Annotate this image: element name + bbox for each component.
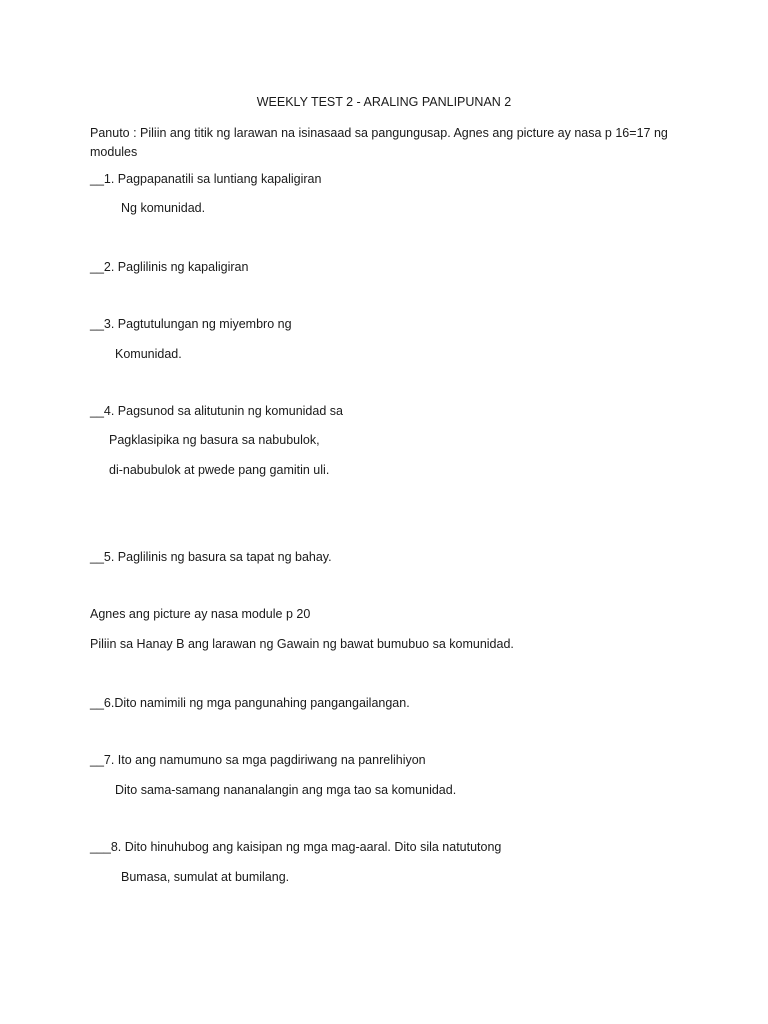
question-2-line-1: __2. Paglilinis ng kapaligiran bbox=[90, 260, 249, 274]
question-7-line-1: __7. Ito ang namumuno sa mga pagdiriwang na panrelihiyon bbox=[90, 753, 426, 767]
question-8-line-2: Bumasa, sumulat at bumilang. bbox=[121, 870, 290, 884]
section-2-instruction: Piliin sa Hanay B ang larawan ng Gawain ng bawat bumubuo sa komunidad. bbox=[90, 637, 514, 651]
page-title: WEEKLY TEST 2 - ARALING PANLIPUNAN 2 bbox=[256, 95, 512, 109]
question-6-line-1: __6.Dito namimili ng mga pangunahing pangangailangan. bbox=[90, 696, 410, 710]
question-5-line-1: __5. Paglilinis ng basura sa tapat ng bahay. bbox=[90, 550, 332, 564]
question-4-line-2: Pagklasipika ng basura sa nabubulok, bbox=[109, 433, 320, 447]
question-3-line-2: Komunidad. bbox=[115, 347, 182, 361]
question-7-line-2: Dito sama-samang nananalangin ang mga tao sa komunidad. bbox=[115, 783, 457, 797]
question-1-line-1: __1. Pagpapanatili sa luntiang kapaligiran bbox=[90, 172, 322, 186]
instructions-text: Panuto : Piliin ang titik ng larawan na isinasaad sa pangungusap. Agnes ang picture ay nasa p 16=17 ng modules bbox=[90, 126, 668, 159]
section-2-note: Agnes ang picture ay nasa module p 20 bbox=[90, 607, 311, 621]
question-4-line-3: di-nabubulok at pwede pang gamitin uli. bbox=[109, 463, 330, 477]
question-8-line-1: ___8. Dito hinuhubog ang kaisipan ng mga mag-aaral. Dito sila natututong bbox=[90, 840, 502, 854]
question-1-line-2: Ng komunidad. bbox=[121, 201, 206, 215]
question-3-line-1: __3. Pagtutulungan ng miyembro ng bbox=[90, 317, 292, 331]
question-4-line-1: __4. Pagsunod sa alitutunin ng komunidad sa bbox=[90, 404, 343, 418]
